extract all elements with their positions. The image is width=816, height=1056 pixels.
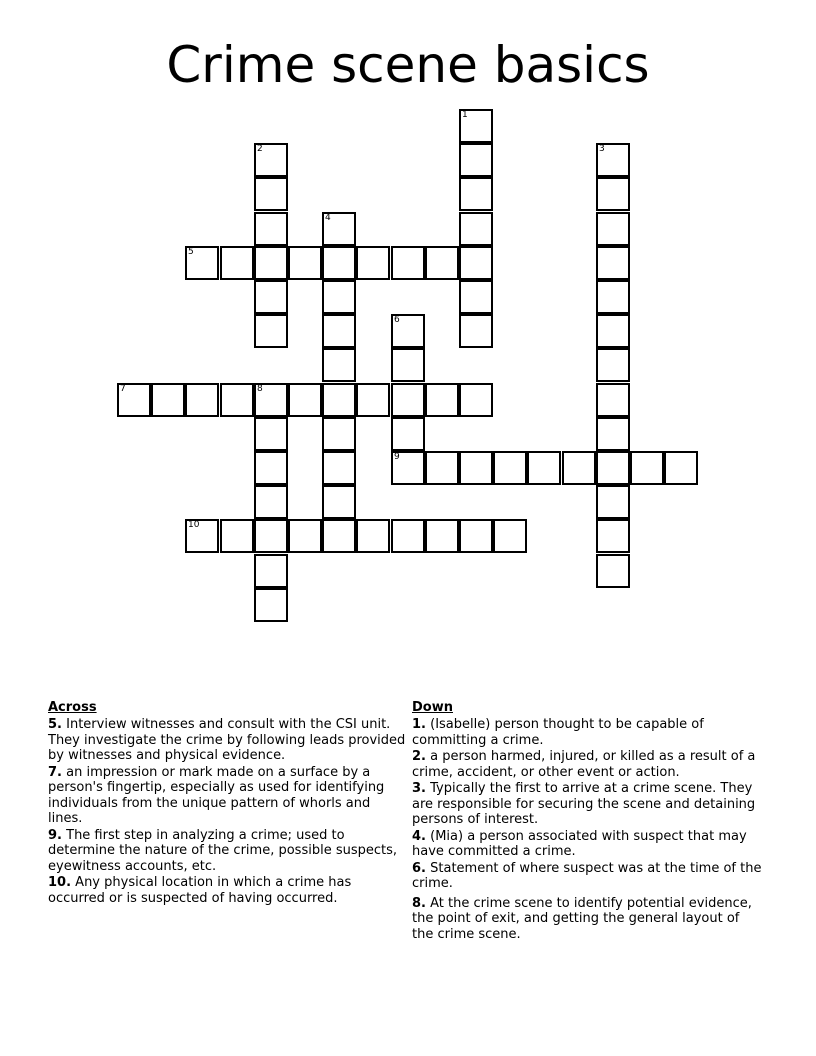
grid-cell[interactable]: [322, 348, 356, 382]
clue-text: The first step in analyzing a crime; used to determine the nature of the crime, possible suspects, eyewitness accounts, etc.: [48, 827, 398, 874]
grid-cell[interactable]: [322, 314, 356, 348]
clue-across-5: [48, 717, 406, 764]
grid-cell[interactable]: [596, 451, 630, 485]
grid-cell[interactable]: [391, 451, 425, 485]
grid-cell[interactable]: [459, 280, 493, 314]
clue-down-4: [412, 829, 762, 860]
clue-down-8: [412, 896, 762, 943]
grid-cell[interactable]: [185, 519, 219, 553]
grid-cell[interactable]: [596, 177, 630, 211]
clue-number: 7.: [48, 764, 62, 780]
clue-number-label: 2: [257, 144, 263, 154]
grid-cell[interactable]: [596, 348, 630, 382]
grid-cell[interactable]: [459, 314, 493, 348]
grid-cell[interactable]: [391, 246, 425, 280]
grid-cell[interactable]: [459, 519, 493, 553]
grid-cell[interactable]: [356, 519, 390, 553]
grid-cell[interactable]: [459, 177, 493, 211]
clue-number-label: 5: [188, 247, 194, 257]
clue-number-label: 10: [188, 520, 200, 530]
grid-cell[interactable]: [322, 383, 356, 417]
clue-text: an impression or mark made on a surface by a person's fingertip, especially as used for identifying individuals from the unique pattern of whorls and lines.: [48, 764, 385, 826]
grid-cell[interactable]: [459, 451, 493, 485]
down-clues: [412, 700, 762, 943]
grid-cell[interactable]: [596, 314, 630, 348]
clue-across-9: [48, 828, 406, 875]
grid-cell[interactable]: [391, 314, 425, 348]
grid-cell[interactable]: [322, 417, 356, 451]
grid-cell[interactable]: [254, 485, 288, 519]
grid-cell[interactable]: [254, 314, 288, 348]
clue-number: 10.: [48, 875, 72, 890]
across-heading: Across: [48, 700, 97, 715]
clue-down-1: [412, 717, 762, 748]
across-clues: [48, 700, 406, 907]
grid-cell[interactable]: [288, 519, 322, 553]
grid-cell[interactable]: [254, 588, 288, 622]
clue-text: Any physical location in which a crime has occurred or is suspected of having occurred.: [48, 875, 352, 906]
clue-number: 1.: [412, 717, 426, 732]
clue-text: (Mia) a person associated with suspect that may have committed a crime.: [412, 828, 747, 859]
grid-cell[interactable]: [596, 554, 630, 588]
clue-number: 8.: [412, 895, 426, 911]
clue-number: 9.: [48, 827, 62, 843]
grid-cell[interactable]: [425, 519, 459, 553]
clue-across-7: [48, 765, 406, 827]
grid-cell[interactable]: [254, 246, 288, 280]
grid-cell[interactable]: [254, 554, 288, 588]
grid-cell[interactable]: [459, 143, 493, 177]
grid-cell[interactable]: [356, 246, 390, 280]
clue-number: 2.: [412, 749, 426, 764]
grid-cell[interactable]: [596, 212, 630, 246]
grid-cell[interactable]: [596, 280, 630, 314]
grid-cell[interactable]: [596, 143, 630, 177]
grid-cell[interactable]: [254, 451, 288, 485]
grid-cell[interactable]: [596, 246, 630, 280]
grid-cell[interactable]: [288, 246, 322, 280]
grid-cell[interactable]: [596, 417, 630, 451]
puzzle-title: Crime scene basics: [166, 36, 650, 94]
grid-cell[interactable]: [391, 348, 425, 382]
clue-number-label: 8: [257, 384, 263, 394]
grid-cell[interactable]: [459, 246, 493, 280]
grid-cell[interactable]: [425, 451, 459, 485]
clue-text: At the crime scene to identify potential evidence, the point of exit, and getting the general layout of the crime scene.: [412, 895, 752, 942]
clue-number-label: 3: [599, 144, 605, 154]
clue-text: Typically the first to arrive at a crime scene. They are responsible for securing the scene and detaining persons of interest.: [412, 781, 756, 827]
down-heading: Down: [412, 700, 453, 715]
clue-number: 5.: [48, 717, 62, 732]
grid-cell[interactable]: [562, 451, 596, 485]
grid-cell[interactable]: [459, 109, 493, 143]
grid-cell[interactable]: [220, 383, 254, 417]
grid-cell[interactable]: [254, 519, 288, 553]
clue-down-6: [412, 861, 762, 892]
grid-cell[interactable]: [425, 383, 459, 417]
clue-number-label: 6: [394, 315, 400, 325]
grid-cell[interactable]: [391, 383, 425, 417]
grid-cell[interactable]: [254, 383, 288, 417]
clue-text: Interview witnesses and consult with the CSI unit. They investigate the crime by following leads provided by witnesses and physical evidence.: [48, 717, 406, 763]
grid-cell[interactable]: [322, 246, 356, 280]
grid-cell[interactable]: [117, 383, 151, 417]
grid-cell[interactable]: [322, 280, 356, 314]
grid-cell[interactable]: [185, 246, 219, 280]
clue-down-3: [412, 781, 762, 828]
clue-down-2: [412, 749, 762, 780]
clue-text: (Isabelle) person thought to be capable of committing a crime.: [412, 717, 704, 748]
grid-cell[interactable]: [664, 451, 698, 485]
grid-cell[interactable]: [254, 177, 288, 211]
grid-cell[interactable]: [254, 143, 288, 177]
grid-cell[interactable]: [185, 383, 219, 417]
grid-cell[interactable]: [322, 485, 356, 519]
grid-cell[interactable]: [254, 212, 288, 246]
grid-cell[interactable]: [459, 383, 493, 417]
clue-number: 6.: [412, 860, 426, 876]
grid-cell[interactable]: [391, 417, 425, 451]
grid-cell[interactable]: [151, 383, 185, 417]
grid-cell[interactable]: [322, 212, 356, 246]
grid-cell[interactable]: [596, 383, 630, 417]
grid-cell[interactable]: [322, 519, 356, 553]
grid-cell[interactable]: [493, 451, 527, 485]
grid-cell[interactable]: [493, 519, 527, 553]
clue-number-label: 4: [325, 213, 331, 223]
grid-cell[interactable]: [391, 519, 425, 553]
grid-cell[interactable]: [356, 383, 390, 417]
clue-text: a person harmed, injured, or killed as a result of a crime, accident, or other event or action.: [412, 749, 756, 780]
grid-cell[interactable]: [630, 451, 664, 485]
grid-cell[interactable]: [596, 485, 630, 519]
grid-cell[interactable]: [254, 280, 288, 314]
grid-cell[interactable]: [288, 383, 322, 417]
grid-cell[interactable]: [527, 451, 561, 485]
clue-across-10: [48, 875, 406, 906]
clue-number: 4.: [412, 828, 426, 844]
clue-number-label: 1: [462, 110, 468, 120]
clue-number-label: 9: [394, 452, 400, 462]
grid-cell[interactable]: [254, 417, 288, 451]
grid-cell[interactable]: [459, 212, 493, 246]
clue-number: 3.: [412, 781, 426, 796]
grid-cell[interactable]: [220, 519, 254, 553]
grid-cell[interactable]: [425, 246, 459, 280]
clue-text: Statement of where suspect was at the time of the crime.: [412, 860, 762, 891]
grid-cell[interactable]: [220, 246, 254, 280]
clue-number-label: 7: [120, 384, 126, 394]
grid-cell[interactable]: [322, 451, 356, 485]
grid-cell[interactable]: [596, 519, 630, 553]
